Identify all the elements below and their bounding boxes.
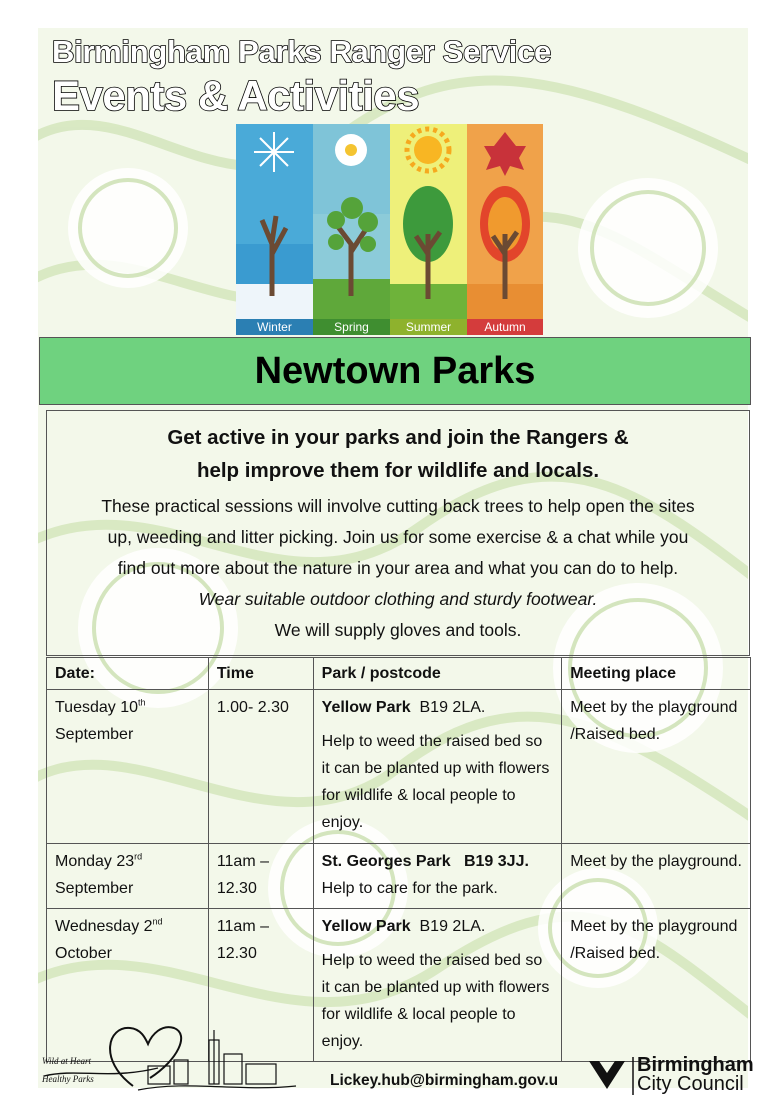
winter-panel xyxy=(236,124,313,335)
spring-panel xyxy=(313,124,390,335)
intro-supply-note: We will supply gloves and tools. xyxy=(274,620,522,640)
intro-body-line1: These practical sessions will involve cutting back trees to help open the sites xyxy=(101,496,695,516)
event-time: 1.00- 2.30 xyxy=(208,690,313,844)
header-date: Date: xyxy=(47,658,209,690)
season-label-winter: Winter xyxy=(257,320,292,334)
intro-body-line3: find out more about the nature in your area and what you can do to help. xyxy=(117,558,679,578)
intro-body-line2: up, weeding and litter picking. Join us for some exercise & a chat while you xyxy=(107,527,689,547)
park-postcode: B19 2LA. xyxy=(419,918,486,935)
season-label-summer: Summer xyxy=(405,320,452,334)
intro-body xyxy=(47,491,749,646)
event-description: Help to weed the raised bed so it can be planted up with flowers for wildlife & local people to enjoy. xyxy=(321,952,550,1050)
table-header-row xyxy=(47,658,751,690)
page-title: Newtown Parks xyxy=(254,349,536,392)
intro-box xyxy=(46,410,750,656)
header-park: Park / postcode xyxy=(313,658,562,690)
event-description: Help to weed the raised bed so it can be planted up with flowers for wildlife & local people to enjoy. xyxy=(321,733,550,831)
event-meeting-place: Meet by the playground /Raised bed. xyxy=(562,909,751,1062)
event-park xyxy=(313,844,562,909)
event-date: Tuesday 10th September xyxy=(47,690,209,844)
title-events-activities: Events & Activities xyxy=(52,72,420,119)
park-name: Yellow Park xyxy=(321,918,411,935)
seasons-illustration xyxy=(236,124,543,335)
event-park xyxy=(313,690,562,844)
intro-heading-line1: Get active in your parks and join the Rangers & xyxy=(167,426,629,449)
event-time: 11am – 12.30 xyxy=(208,909,313,1062)
wild-at-heart-logo xyxy=(38,1020,298,1092)
header-time: Time xyxy=(208,658,313,690)
intro-clothing-note: Wear suitable outdoor clothing and sturdy footwear. xyxy=(198,589,598,609)
park-name: Yellow Park xyxy=(321,699,411,716)
contact-email[interactable]: Lickey.hub@birmingham.gov.u xyxy=(330,1072,559,1089)
event-date: Wednesday 2nd October xyxy=(47,909,209,1062)
council-name xyxy=(637,1056,754,1094)
table-row xyxy=(47,690,751,844)
council-line2: City Council xyxy=(637,1073,744,1095)
title-ranger-service: Birmingham Parks Ranger Service xyxy=(52,34,551,69)
park-postcode: B19 3JJ. xyxy=(463,853,529,870)
park-postcode: B19 2LA. xyxy=(419,699,486,716)
park-banner xyxy=(39,337,751,405)
summer-panel xyxy=(390,124,467,335)
season-label-autumn: Autumn xyxy=(484,320,526,334)
event-meeting-place: Meet by the playground. xyxy=(562,844,751,909)
autumn-panel xyxy=(467,124,543,335)
events-table xyxy=(46,657,751,1062)
event-meeting-place: Meet by the playground /Raised bed. xyxy=(562,690,751,844)
council-line1: Birmingham xyxy=(637,1054,754,1076)
event-park xyxy=(313,909,562,1062)
event-date: Monday 23rd September xyxy=(47,844,209,909)
event-description: Help to care for the park. xyxy=(321,880,498,897)
intro-heading-line2: help improve them for wildlife and locals. xyxy=(196,459,600,482)
header-meeting: Meeting place xyxy=(562,658,751,690)
event-time: 11am – 12.30 xyxy=(208,844,313,909)
logo-line1: Wild at Heart xyxy=(42,1056,91,1066)
logo-line2: Healthy Parks xyxy=(42,1074,94,1084)
park-name: St. Georges Park xyxy=(321,853,451,870)
intro-heading xyxy=(47,421,749,487)
season-label-spring: Spring xyxy=(334,320,369,334)
table-row xyxy=(47,844,751,909)
